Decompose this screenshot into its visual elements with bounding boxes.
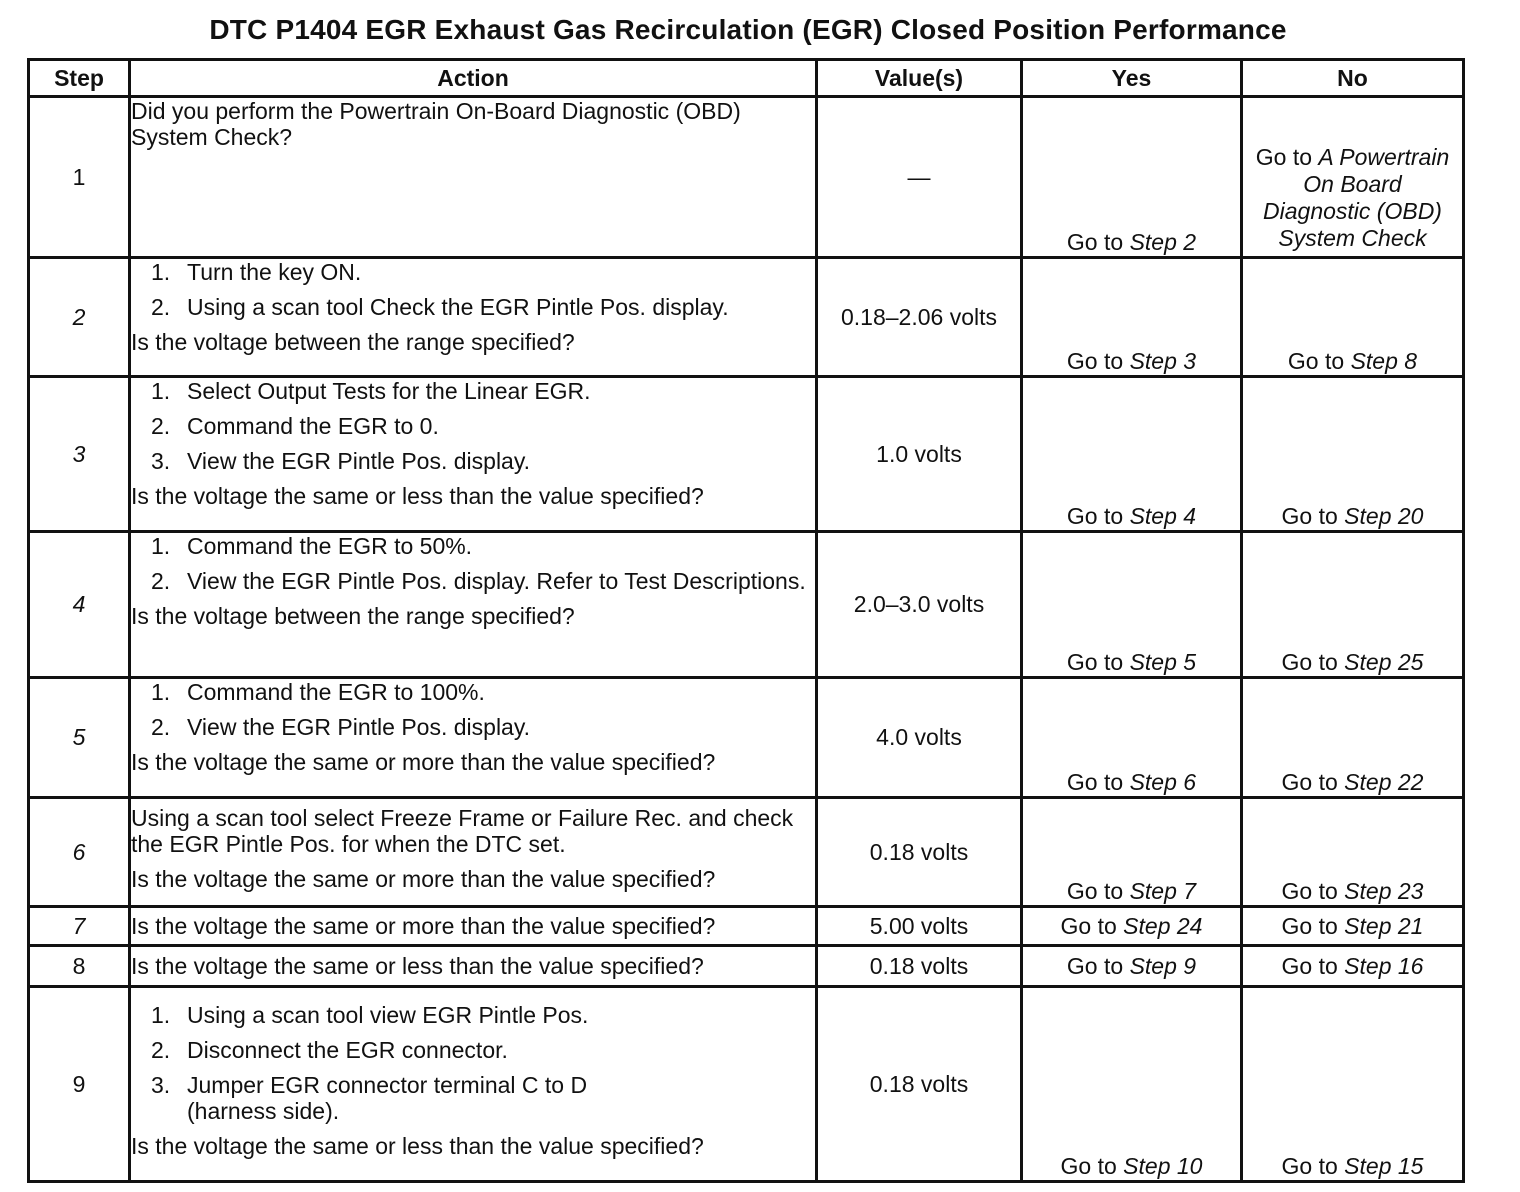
- step-number: 3: [29, 377, 130, 532]
- no-step-ref: Step 25: [1344, 649, 1424, 675]
- action-step-item: 2. View the EGR Pintle Pos. display.: [151, 714, 531, 740]
- yes-cell: Go to Step 24: [1022, 907, 1242, 946]
- yes-cell: Go to Step 7: [1022, 798, 1242, 907]
- no-step-ref: Step 21: [1344, 912, 1424, 939]
- yes-cell: [1022, 97, 1242, 258]
- table-row: [29, 532, 1464, 678]
- no-step-ref: Step 20: [1344, 503, 1424, 529]
- action-text: Did you perform the Powertrain On-Board Diagnostic (OBD) System Check?: [131, 98, 741, 150]
- value-cell: 4.0 volts: [817, 678, 1022, 798]
- header-yes: Yes: [1022, 60, 1242, 97]
- diagnostic-table: [27, 58, 1465, 1183]
- yes-step-ref: Step 6: [1129, 769, 1197, 795]
- action-question: Is the voltage between the range specified?: [131, 603, 575, 629]
- step-number: 9: [29, 987, 130, 1182]
- yes-cell: Go to Step 10: [1022, 987, 1242, 1182]
- header-action: Action: [130, 60, 817, 97]
- yes-cell: Go to Step 9: [1022, 946, 1242, 987]
- action-question: Is the voltage the same or less than the value specified?: [131, 1133, 704, 1159]
- page-title: DTC P1404 EGR Exhaust Gas Recirculation (EGR) Closed Position Performance: [209, 14, 1287, 45]
- action-step-item: 1. Select Output Tests for the Linear EGR.: [151, 378, 591, 404]
- step-number: 6: [29, 798, 130, 907]
- table-row: [29, 377, 1464, 532]
- no-step-ref: Step 15: [1344, 1153, 1424, 1179]
- value-cell: 0.18–2.06 volts: [817, 258, 1022, 377]
- yes-step-ref: Step 2: [1129, 229, 1197, 255]
- step-number: 8: [29, 946, 130, 987]
- no-cell: Go to Step 25: [1242, 532, 1464, 678]
- no-cell: Go to Step 22: [1242, 678, 1464, 798]
- yes-cell: Go to Step 6: [1022, 678, 1242, 798]
- action-cell: [130, 946, 817, 987]
- action-step-item: 2. Using a scan tool Check the EGR Pintle Pos. display.: [151, 294, 729, 320]
- no-cell: Go to Step 8: [1242, 258, 1464, 377]
- header-step: Step: [29, 60, 130, 97]
- action-steps: [131, 679, 815, 740]
- no-cell: [1242, 97, 1464, 258]
- no-prefix: Go to: [1255, 144, 1313, 170]
- value-cell: 0.18 volts: [817, 798, 1022, 907]
- action-text: Using a scan tool select Freeze Frame or Failure Rec. and check the EGR Pintle Pos. for when the DTC set.: [131, 805, 794, 857]
- step-number: 5: [29, 678, 130, 798]
- no-cell: Go to Step 23: [1242, 798, 1464, 907]
- header-value: Value(s): [817, 60, 1022, 97]
- table-row: [29, 987, 1464, 1182]
- action-cell: [130, 532, 817, 678]
- action-cell: [130, 258, 817, 377]
- yes-step-ref: Step 24: [1123, 912, 1203, 939]
- yes-step-ref: Step 10: [1123, 1153, 1203, 1179]
- value-cell: 5.00 volts: [817, 907, 1022, 946]
- action-cell: [130, 798, 817, 907]
- action-step-item: 1. Command the EGR to 50%.: [151, 533, 473, 559]
- step-number: 2: [29, 258, 130, 377]
- action-step-item: 3. Jumper EGR connector terminal C to D (harness side).: [151, 1072, 588, 1124]
- value-cell: 2.0–3.0 volts: [817, 532, 1022, 678]
- action-step-item: 3. View the EGR Pintle Pos. display.: [151, 448, 531, 474]
- step-number: 1: [29, 97, 130, 258]
- header-no: No: [1242, 60, 1464, 97]
- table-row: [29, 258, 1464, 377]
- no-cell: Go to Step 21: [1242, 907, 1464, 946]
- action-steps: [131, 259, 815, 320]
- yes-cell: Go to Step 5: [1022, 532, 1242, 678]
- action-question: Is the voltage the same or less than the value specified?: [131, 953, 704, 979]
- yes-step-ref: Step 9: [1129, 952, 1197, 979]
- action-steps: [131, 533, 815, 594]
- value-cell: 0.18 volts: [817, 987, 1022, 1182]
- value-cell: —: [817, 97, 1022, 258]
- step-number: 7: [29, 907, 130, 946]
- table-row: [29, 798, 1464, 907]
- table-row: [29, 678, 1464, 798]
- no-cell: Go to Step 16: [1242, 946, 1464, 987]
- action-step-item: 1. Using a scan tool view EGR Pintle Pos.: [151, 1002, 589, 1028]
- value-cell: 1.0 volts: [817, 377, 1022, 532]
- action-step-item: 2. View the EGR Pintle Pos. display. Refer to Test Descriptions.: [151, 568, 806, 594]
- no-step-ref: A Powertrain On Board Diagnostic (OBD) System Check: [1263, 144, 1450, 251]
- action-step-item: 1. Turn the key ON.: [151, 259, 362, 285]
- action-question: Is the voltage the same or less than the value specified?: [131, 483, 704, 509]
- no-step-ref: Step 8: [1350, 348, 1418, 374]
- table-row: [29, 946, 1464, 987]
- header-row: [29, 60, 1464, 97]
- action-question: Is the voltage the same or more than the value specified?: [131, 866, 716, 892]
- no-cell: Go to Step 15: [1242, 987, 1464, 1182]
- yes-cell: Go to Step 3: [1022, 258, 1242, 377]
- action-cell: [130, 97, 817, 258]
- action-cell: [130, 377, 817, 532]
- yes-step-ref: Step 4: [1129, 503, 1197, 529]
- action-question: Is the voltage the same or more than the value specified?: [131, 749, 716, 775]
- no-step-ref: Step 23: [1344, 878, 1424, 904]
- action-question: Is the voltage the same or more than the value specified?: [131, 913, 716, 939]
- no-cell: Go to Step 20: [1242, 377, 1464, 532]
- no-step-ref: Step 16: [1344, 952, 1424, 979]
- step-number: 4: [29, 532, 130, 678]
- yes-step-ref: Step 3: [1129, 348, 1197, 374]
- action-steps: [131, 1002, 815, 1124]
- action-cell: [130, 907, 817, 946]
- action-step-item: 1. Command the EGR to 100%.: [151, 679, 485, 705]
- yes-step-ref: Step 5: [1129, 649, 1197, 675]
- value-cell: 0.18 volts: [817, 946, 1022, 987]
- go-to-label: Go to: [1066, 229, 1124, 255]
- no-step-ref: Step 22: [1344, 769, 1424, 795]
- yes-step-ref: Step 7: [1129, 878, 1197, 904]
- action-question: Is the voltage between the range specified?: [131, 329, 575, 355]
- yes-cell: Go to Step 4: [1022, 377, 1242, 532]
- action-cell: [130, 678, 817, 798]
- action-step-item: 2. Command the EGR to 0.: [151, 413, 439, 439]
- table-row: [29, 97, 1464, 258]
- table-row: [29, 907, 1464, 946]
- action-cell: [130, 987, 817, 1182]
- action-step-item: 2. Disconnect the EGR connector.: [151, 1037, 508, 1063]
- action-steps: [131, 378, 815, 474]
